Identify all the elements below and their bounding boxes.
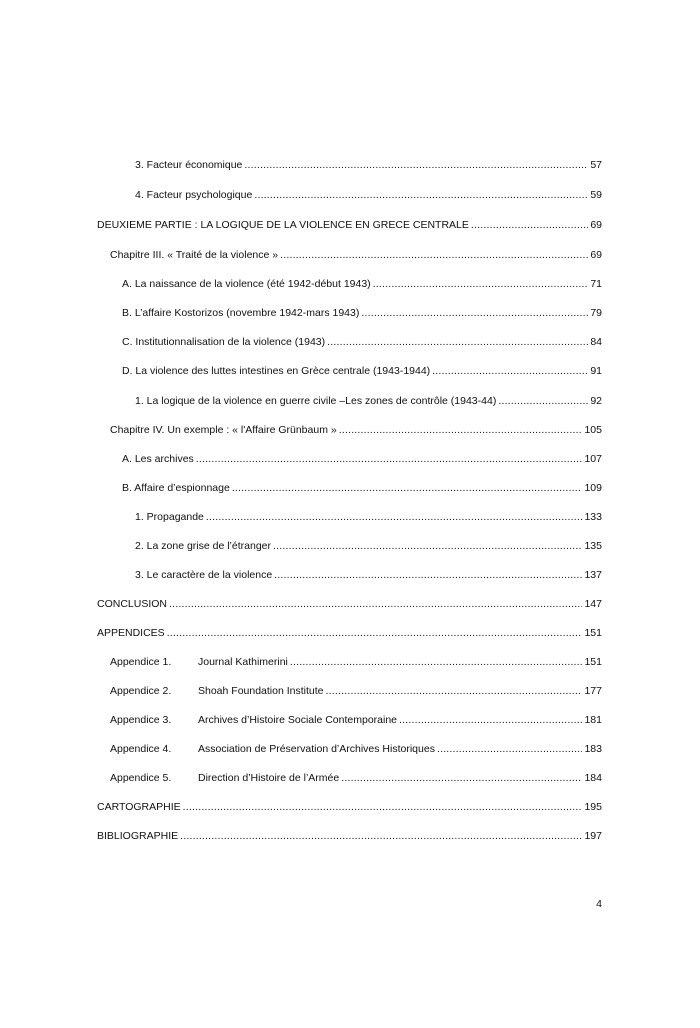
toc-subsection-entry [135,510,602,524]
toc-section-entry [122,335,602,349]
toc-subsection-entry [135,394,602,408]
toc-part-entry [97,597,602,611]
toc-entry-page: 69 [590,249,602,261]
toc-entry [135,158,602,172]
toc-section-entry [122,452,602,466]
toc-leader-dots [273,539,582,553]
toc-entry-label: 3. Le caractère de la violence [135,569,273,581]
toc-leader-dots [274,568,582,582]
toc-entry-page: 59 [590,189,602,201]
toc-leader-dots [180,829,582,843]
toc-leader-dots [341,771,582,785]
toc-leader-dots [196,452,583,466]
toc-leader-dots [327,335,588,349]
toc-leader-dots [326,684,583,698]
toc-leader-dots [498,394,588,408]
toc-section-entry [122,277,602,291]
toc-entry-label: A. Les archives [122,453,194,465]
toc-part-entry [97,829,602,843]
appendix-title: Journal Kathimerini [198,656,288,668]
toc-section-entry [122,306,602,320]
toc-entry-page: 195 [584,801,602,813]
appendix-number: Appendice 3. [110,714,172,726]
toc-entry-label: Chapitre IV. Un exemple : « l'Affaire Grünbaum » [110,424,337,436]
toc-entry-page: 147 [584,598,602,610]
toc-entry-page: 109 [584,482,602,494]
toc-entry-page: 133 [584,511,602,523]
toc-entry-label: CARTOGRAPHIE [97,801,181,813]
appendix-number: Appendice 1. [110,656,172,668]
toc-entry-page: 92 [590,395,602,407]
toc-leader-dots [183,800,583,814]
toc-entry-label: B. Affaire d’espionnage [122,482,230,494]
toc-entry-page: 69 [590,219,602,231]
toc-entry-page: 91 [590,365,602,377]
appendix-title: Archives d’Histoire Sociale Contemporaine [198,714,398,726]
toc-leader-dots [280,248,588,262]
toc-entry-page: 57 [590,159,602,171]
toc-entry-page: 197 [584,830,602,842]
toc-chapter-entry [110,423,602,437]
toc-entry-page: 151 [584,627,602,639]
toc-chapter-entry [110,248,602,262]
toc-leader-dots [290,655,583,669]
toc-leader-dots [169,597,582,611]
toc-entry-label: C. Institutionnalisation de la violence (1943) [122,336,326,348]
toc-entry-label: 4. Facteur psychologique [135,189,253,201]
toc-entry-label: 1. La logique de la violence en guerre civile –Les zones de contrôle (1943-44) [135,395,497,407]
toc-leader-dots [399,713,582,727]
toc-entry-page: 184 [584,772,602,784]
appendix-title: Association de Préservation d’Archives Historiques [198,743,435,755]
toc-part-entry [97,626,602,640]
toc-appendix-entry [110,713,602,727]
toc-leader-dots [167,626,583,640]
toc-entry-label: Chapitre III. « Traité de la violence » [110,249,279,261]
toc-leader-dots [254,188,588,202]
toc-entry-page: 84 [590,336,602,348]
appendix-title: Direction d’Histoire de l’Armée [198,772,340,784]
toc-entry-label: DEUXIEME PARTIE : LA LOGIQUE DE LA VIOLENCE EN GRECE CENTRALE [97,219,469,231]
toc-leader-dots [244,158,588,172]
toc-entry-page: 183 [584,743,602,755]
toc-entry-page: 79 [590,307,602,319]
appendix-number: Appendice 5. [110,772,172,784]
toc-leader-dots [361,306,588,320]
toc-entry-label: 2. La zone grise de l’étranger [135,540,272,552]
toc-entry-label: CONCLUSION [97,598,168,610]
toc-entry-page: 181 [584,714,602,726]
toc-leader-dots [339,423,583,437]
toc-entry-label: 1. Propagande [135,511,204,523]
toc-entry-page: 137 [584,569,602,581]
toc-leader-dots [232,481,583,495]
toc-appendix-entry [110,655,602,669]
toc-subsection-entry [135,539,602,553]
toc-appendix-entry [110,771,602,785]
toc-entry-label: A. La naissance de la violence (été 1942-début 1943) [122,278,371,290]
toc-entry-page: 105 [584,424,602,436]
page-number: 4 [596,898,602,910]
toc-leader-dots [437,742,583,756]
toc-leader-dots [206,510,583,524]
toc-subsection-entry [135,568,602,582]
toc-entry-page: 71 [590,278,602,290]
toc-leader-dots [471,218,588,232]
toc-section-entry [122,481,602,495]
appendix-title: Shoah Foundation Institute [198,685,324,697]
toc-appendix-entry [110,684,602,698]
toc-part-entry [97,800,602,814]
toc-entry-label: APPENDICES [97,627,165,639]
toc-entry-page: 151 [584,656,602,668]
toc-appendix-entry [110,742,602,756]
toc-entry-label: 3. Facteur économique [135,159,243,171]
toc-entry-label: B. L’affaire Kostorizos (novembre 1942-mars 1943) [122,307,360,319]
toc-leader-dots [373,277,589,291]
appendix-number: Appendice 2. [110,685,172,697]
toc-entry-page: 107 [584,453,602,465]
toc-section-entry [122,364,602,378]
toc-entry-page: 135 [584,540,602,552]
toc-entry-page: 177 [584,685,602,697]
toc-entry-label: D. La violence des luttes intestines en Grèce centrale (1943-1944) [122,365,431,377]
toc-entry-label: BIBLIOGRAPHIE [97,830,179,842]
appendix-number: Appendice 4. [110,743,172,755]
toc-leader-dots [432,364,588,378]
toc-entry [135,188,602,202]
toc-part-entry [97,218,602,232]
